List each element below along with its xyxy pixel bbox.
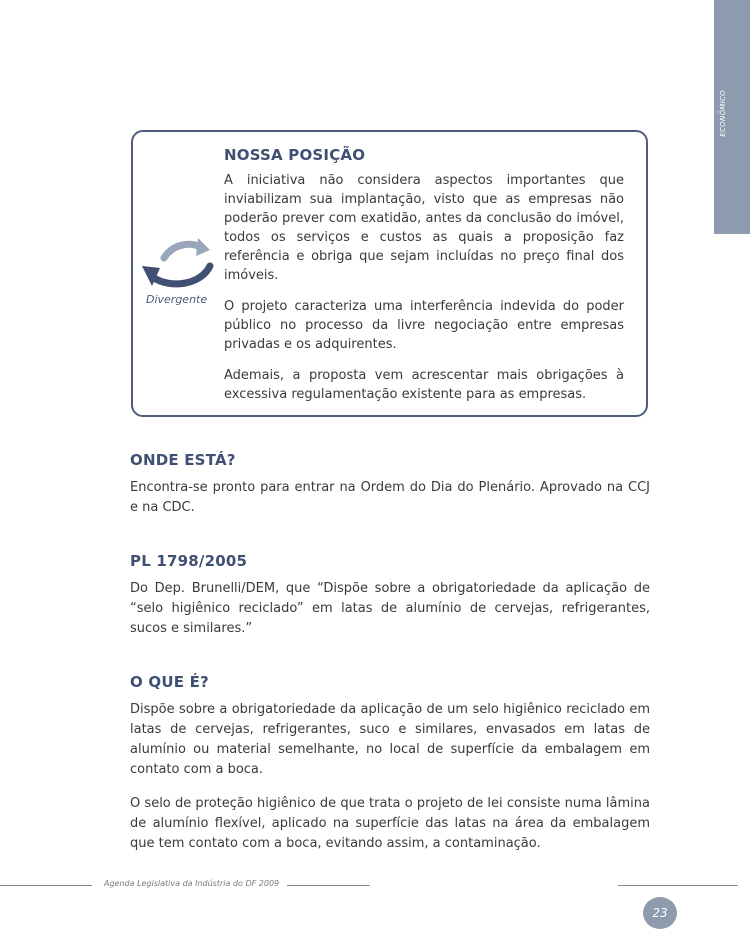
o-que-e-paragraph: O selo de proteção higiênico de que trata o projeto de lei consiste numa lâmina de alumínio flexível, aplicado na superfície das latas na área da embalagem que tem contato com a boca, evitando assim, a contaminação.	[130, 796, 650, 851]
divergente-arrows-icon	[140, 236, 216, 292]
footer-divider	[618, 885, 738, 886]
footer-divider	[0, 885, 92, 886]
position-paragraph: Ademais, a proposta vem acrescentar mais obrigações à excessiva regulamentação existente para as empresas.	[224, 368, 624, 402]
page-number: 23	[643, 897, 677, 929]
footer-publication-title: Agenda Legislativa da Indústria do DF 2009	[104, 879, 280, 888]
position-box-content	[224, 146, 624, 416]
o-que-e-heading: O QUE É?	[130, 673, 209, 691]
o-que-e-paragraph: Dispõe sobre a obrigatoriedade da aplicação de um selo higiênico reciclado em latas de cervejas, refrigerantes, suco e similares, envasados em latas de alumínio ou material semelhante, no local de superfície da embalagem em contato com a boca.	[130, 702, 650, 777]
onde-esta-text: Encontra-se pronto para entrar na Ordem do Dia do Plenário. Aprovado na CCJ e na CDC.	[130, 480, 650, 515]
position-paragraph: A iniciativa não considera aspectos importantes que inviabilizam sua implantação, visto que as empresas não poderão prever com exatidão, antes da conclusão do imóvel, todos os serviços e custos as quais a proposição faz referência e obriga que sejam incluídas no preço final dos imóveis.	[224, 173, 624, 283]
position-title: NOSSA POSIÇÃO	[224, 146, 366, 164]
pl-text: Do Dep. Brunelli/DEM, que “Dispõe sobre a obrigatoriedade da aplicação de “selo higiênico reciclado” em latas de alumínio de cervejas, refrigerantes, sucos e similares.”	[130, 581, 650, 636]
onde-esta-section	[130, 451, 650, 532]
pl-section	[130, 552, 650, 653]
footer-divider	[287, 885, 370, 886]
o-que-e-section	[130, 673, 650, 868]
onde-esta-heading: ONDE ESTÁ?	[130, 451, 236, 469]
divergente-label: Divergente	[146, 293, 208, 306]
pl-heading: PL 1798/2005	[130, 552, 248, 570]
section-side-tab-label: ECONÔMICO	[719, 90, 727, 137]
position-paragraph: O projeto caracteriza uma interferência indevida do poder público no processo da livre negociação entre empresas privadas e os adquirentes.	[224, 299, 624, 352]
